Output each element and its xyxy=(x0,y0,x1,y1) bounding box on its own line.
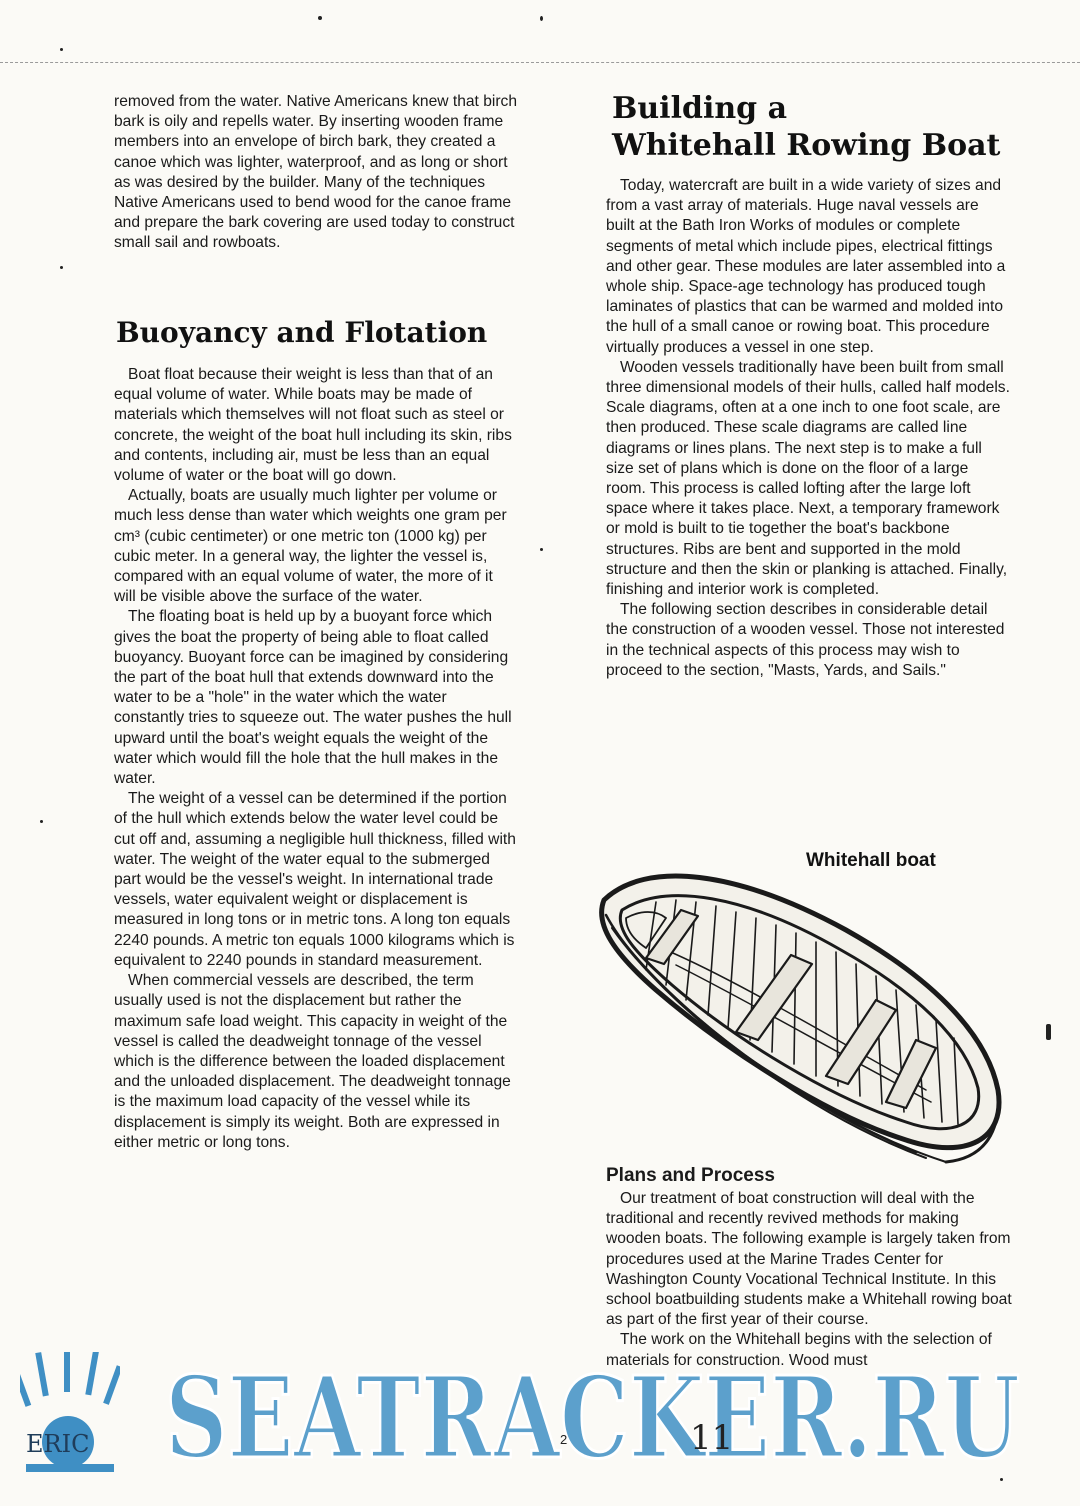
right-column xyxy=(606,176,1010,681)
eric-logo-text: ERIC xyxy=(26,1430,90,1458)
building-paragraph: Wooden vessels traditionally have been built from small three dimensional models of their hulls, called half models. Scale diagrams, often at a one inch to one foot scale, are then produced. These scale diagrams are called line diagrams or lines plans. The next step is to make a full size set of plans which is done on the floor of a large room. This process is called lofting after the large loft space where it takes place. Next, a temporary framework or mold is built to tie together the boat's backbone structures. Ribs are bent and supported in the mold structure and then the skin or planking is attached. Finally, finishing and interior work is completed. xyxy=(606,358,1010,599)
scan-speck xyxy=(60,48,63,51)
plans-paragraph: Our treatment of boat construction will deal with the traditional and recently revived methods for making wooden boats. The following example is largely taken from procedures used at the Marine Trades Center for Washington County Vocational Technical Institute. In this school boatbuilding students make a Whitehall rowing boat as part of the first year of their course. xyxy=(606,1190,1012,1329)
plans-paragraph: The work on the Whitehall begins with the selection of materials for construction. Wood must xyxy=(606,1331,992,1369)
scan-speck xyxy=(60,266,63,269)
figure-label: Whitehall boat xyxy=(806,850,936,871)
left-column xyxy=(114,92,522,254)
plans-section xyxy=(606,1165,1012,1371)
scan-speck xyxy=(1000,1478,1003,1481)
eric-logo xyxy=(20,1352,120,1492)
buoyancy-heading: Buoyancy and Flotation xyxy=(116,316,488,349)
scan-speck xyxy=(318,16,322,20)
top-rule xyxy=(0,62,1080,63)
buoyancy-paragraph: Actually, boats are usually much lighter per volume or much less dense than water which weights one gram per cm³ (cubic centimeter) or one metric ton (1000 kg) per cubic meter. In a general way, the lighter the vessel is, compared with an equal volume of water, the more of it will be visible above the surface of the water. xyxy=(114,487,507,606)
building-paragraph: The following section describes in considerable detail the construction of a wooden vessel. Those not interested in the technical aspects of this process may wish to proceed to the section, "Masts, Yards, and Sails." xyxy=(606,601,1005,679)
building-heading-line2: Whitehall Rowing Boat xyxy=(612,128,1001,163)
buoyancy-paragraph: When commercial vessels are described, the term usually used is not the displacement but rather the maximum safe load weight. This capacity in weight of the vessel is called the deadweight tonnage of the vessel which is the difference between the loaded displacement and the unloaded displacement. The deadweight tonnage is the maximum load capacity of the vessel while its displacement is simply its weight. Both are expressed in either metric or long tons. xyxy=(114,972,511,1151)
buoyancy-paragraph: Boat float because their weight is less than that of an equal volume of water. While boats may be made of materials which themselves will not float such as steel or concrete, the weight of the boat hull including its skin, ribs and contents, including air, must be less than an equal volume of water or the boat will go down. xyxy=(114,366,512,485)
buoyancy-body xyxy=(114,365,518,1153)
watermark xyxy=(165,1345,1025,1475)
building-heading xyxy=(612,90,1032,164)
page-number: 11 xyxy=(690,1418,734,1458)
whitehall-boat-illustration xyxy=(586,840,1026,1170)
plans-heading: Plans and Process xyxy=(606,1165,775,1186)
building-heading-line1: Building a xyxy=(612,91,788,126)
buoyancy-paragraph: The weight of a vessel can be determined if the portion of the hull which extends below the water level could be cut off and, assuming a negligible hull thickness, filled with water. The weight of the water equal to the submerged part would be the vessel's weight. In international trade vessels, water equivalent weight or displacement is measured in long tons or in metric tons. A long ton equals 2240 pounds. A metric ton equals 1000 kilograms which is equivalent to 2240 pounds in standard measurement. xyxy=(114,790,516,969)
intro-paragraph: removed from the water. Native Americans knew that birch bark is oily and repells water. By inserting wooden frame members into an envelope of birch bark, they created a canoe which was lighter, waterproof, and as long or short as was desired by the builder. Many of the techniques Native Americans used to bend wood for the canoe frame and prepare the bark covering are used today to construct small sail and rowboats. xyxy=(114,93,518,252)
scan-speck xyxy=(40,820,43,823)
scan-speck xyxy=(540,548,543,551)
watermark-text: SEATRACKER.RU xyxy=(165,1353,1020,1475)
building-paragraph: Today, watercraft are built in a wide variety of sizes and from a vast array of materials. Huge naval vessels are built at the Bath Iron Works of modules or complete segments of metal which include pipes, electrical fittings and other gear. These modules are later assembled into a whole ship. Space-age technology has produced tough laminates of plastics that can be warmed and molded into the hull of a small canoe or rowing boat. This procedure virtually produces a vessel in one step. xyxy=(606,177,1006,356)
buoyancy-paragraph: The floating boat is held up by a buoyant force which gives the boat the property of being able to float called buoyancy. Buoyant force can be imagined by considering the part of the boat hull that extends downward into the water to be a "hole" in the water which the water constantly tries to squeeze out. The water pushes the hull upward until the boat's weight equals the weight of the water which would fill the hole that the hull makes in the water. xyxy=(114,608,512,788)
scan-speck xyxy=(540,16,543,21)
footer-small-number: 2 xyxy=(560,1432,568,1447)
scan-speck xyxy=(1046,1024,1051,1040)
